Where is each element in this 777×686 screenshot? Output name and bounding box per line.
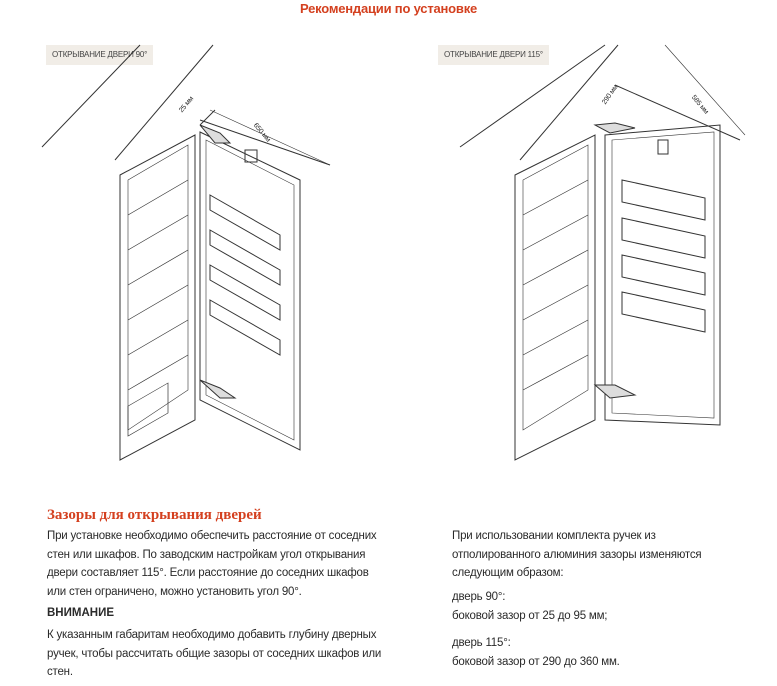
warning-paragraph [47,626,381,682]
section-heading: Зазоры для открывания дверей [47,507,262,523]
intro-paragraph [47,527,376,601]
door-115-info [452,634,620,671]
depth-dimension-90: 650 мм [251,122,272,144]
door-115-title: дверь 115°: [452,637,511,649]
door-90-info [452,588,607,625]
gap-dimension-115: 290 мм [601,83,620,106]
intro-line: При установке необходимо обеспечить расстояние от соседних [47,530,377,542]
warning-line: ручек, чтобы рассчитать общие зазоры от соседних шкафов или [47,647,382,660]
handles-line: следующим образом: [452,567,564,580]
gap-dimension-90: 25 мм [177,95,196,115]
fridge-diagram-115 [400,40,777,490]
handles-line: отполированного алюминия зазоры изменяются [452,548,702,561]
door-90-title: дверь 90°: [452,591,506,603]
diagram-label-90: ОТКРЫВАНИЕ ДВЕРИ 90° [46,45,153,65]
door-90-value: боковой зазор от 25 до 95 мм; [452,609,608,622]
handles-paragraph [452,527,701,583]
handles-line: При использовании комплекта ручек из [452,530,656,542]
intro-line: стен или шкафов. По заводским настройкам угол открывания [47,548,366,561]
door-115-value: боковой зазор от 290 до 360 мм. [452,655,620,668]
warning-line: стен. [47,666,73,679]
warning-title: ВНИМАНИЕ [47,607,115,619]
page-title: Рекомендации по установке [299,1,478,16]
warning-line: К указанным габаритам необходимо добавить глубину дверных [47,629,377,641]
intro-line: двери составляет 115°. Если расстояние до соседних шкафов [47,567,369,580]
diagram-label-115: ОТКРЫВАНИЕ ДВЕРИ 115° [438,45,549,65]
intro-line: или стен ограничено, можно установить угол 90°. [47,585,302,598]
depth-dimension-115: 585 мм [689,94,710,116]
